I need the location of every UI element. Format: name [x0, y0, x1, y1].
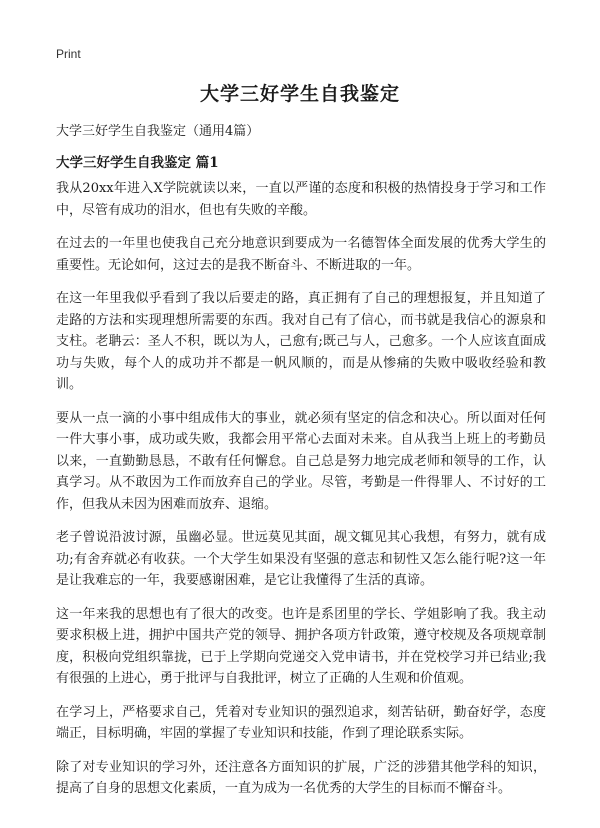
- document-subtitle: 大学三好学生自我鉴定（通用4篇）: [56, 124, 260, 139]
- paragraph-7: 在学习上，严格要求自己，凭着对专业知识的强烈追求，刻苦钻研，勤奋好学，态度端正，目标明确，牢固的掌握了专业知识和技能，作到了理论联系实际。: [56, 704, 546, 741]
- paragraph-5: 老子曾说沿波讨源，虽幽必显。世远莫见其面，觇文辄见其心我想，有努力，就有成功;有舍弃就必有收获。一个大学生如果没有坚强的意志和韧性又怎么能行呢?这一年是让我难忘的一年，我要感谢困难，是它让我懂得了生活的真谛。: [56, 530, 546, 588]
- document-title: 大学三好学生自我鉴定: [199, 83, 400, 105]
- paragraph-2: 在过去的一年里也使我自己充分地意识到要成为一名德智体全面发展的优秀大学生的重要性。无论如何，这过去的是我不断奋斗、不断进取的一年。: [56, 236, 546, 273]
- print-label: Print: [56, 47, 81, 61]
- section-heading: 大学三好学生自我鉴定 篇1: [56, 155, 219, 171]
- paragraph-1: 我从20xx年进入X学院就读以来，一直以严谨的态度和积极的热情投身于学习和工作中，尽管有成功的泪水，但也有失败的辛酸。: [56, 181, 546, 218]
- paragraph-3: 在这一年里我似乎看到了我以后要走的路，真正拥有了自己的理想报复，并且知道了走路的方法和实现理想所需要的东西。我对自己有了信心，而书就是我信心的源泉和支柱。老聃云：圣人不积，既以为人，己愈有;既己与人，己愈多。一个人应该直面成功与失败，每个人的成功并不都是一帆风顺的，而是从惨痛的失败中吸收经验和教训。: [56, 291, 546, 392]
- paragraph-8: 除了对专业知识的学习外，还注意各方面知识的扩展，广泛的涉猎其他学科的知识，提高了自身的思想文化素质，一直为成为一名优秀的大学生的目标而不懈奋斗。: [56, 759, 546, 796]
- body-text: [56, 178, 546, 812]
- paragraph-4: 要从一点一滴的小事中组成伟大的事业，就必须有坚定的信念和决心。所以面对任何一件大事小事，成功或失败，我都会用平常心去面对未来。自从我当上班上的考勤员以来，一直勤勤恳恳，不敢有任何懈怠。自己总是努力地完成老师和领导的工作，认真学习。从不敢因为工作而放弃自己的学业。尽管，考勤是一件得罪人、不讨好的工作，但我从未因为困难而放弃、退缩。: [56, 410, 546, 512]
- paragraph-6: 这一年来我的思想也有了很大的改变。也许是系团里的学长、学姐影响了我。我主动要求积极上进，拥护中国共产党的领导、拥护各项方针政策，遵守校规及各项规章制度，积极向党组织靠拢，已于上学期向党递交入党申请书，并在党校学习并已结业;我有很强的上进心，勇于批评与自我批评，树立了正确的人生观和价值观。: [56, 606, 546, 686]
